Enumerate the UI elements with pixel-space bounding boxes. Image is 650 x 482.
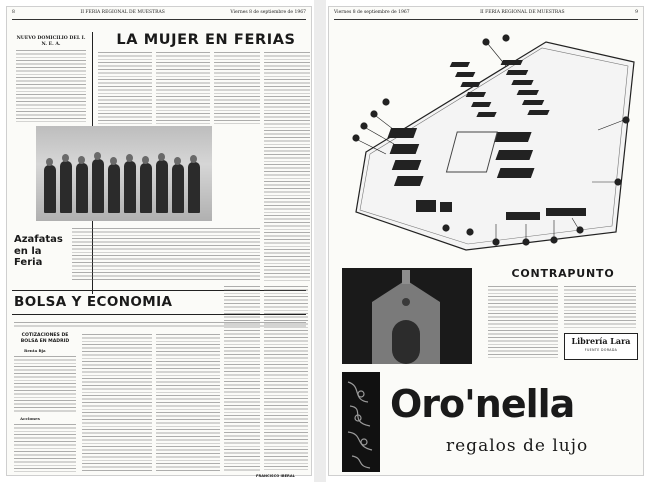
bookstore-name: Librería Lara (571, 336, 631, 346)
table-header-row (14, 322, 306, 328)
left-page (6, 6, 312, 476)
church-night-photo (342, 268, 472, 364)
bookstore-ad (564, 333, 638, 360)
hostesses-photo (36, 126, 212, 221)
page-number: 8 (12, 10, 15, 15)
page-number: 9 (635, 10, 638, 15)
right-page-header (334, 10, 638, 20)
section-title: BOLSA Y ECONOMIA (14, 294, 173, 310)
quotes-table-column-3 (156, 334, 220, 472)
acciones-label: Acciones (20, 416, 40, 421)
cotizaciones-title: COTIZACIONES DE BOLSA EN MADRID (20, 333, 70, 344)
article-author: FRANCISCO IBERAL (256, 474, 295, 478)
fairground-map (346, 32, 636, 252)
contrapunto-column-2 (564, 286, 636, 328)
renta-fija-label: Renta fija (24, 348, 46, 353)
section-rule-top (12, 290, 306, 291)
decorative-ornament (342, 372, 380, 472)
contrapunto-column-1 (488, 286, 558, 358)
page-gutter (314, 0, 326, 482)
oronella-ad (342, 372, 638, 472)
right-page (328, 6, 644, 476)
header-fair-name: II FERIA REGIONAL DE MUESTRAS (480, 10, 565, 15)
quotes-table-column-2 (82, 334, 152, 472)
main-article-column-2 (156, 52, 210, 124)
sidebar-article-title: NUEVO DOMICILIO DEL I. N. E. A. (16, 36, 86, 47)
contrapunto-title: CONTRAPUNTO (511, 267, 615, 280)
main-article-title: LA MUJER EN FERIAS (116, 32, 296, 48)
main-article-column-4 (264, 52, 310, 282)
ad-tagline: regalos de lujo (446, 436, 589, 456)
main-article-column-1 (98, 52, 152, 124)
header-date: Viernes 8 de septiembre de 1967 (230, 10, 306, 15)
section-rule-bottom (12, 314, 306, 315)
main-article-column-3 (214, 52, 260, 124)
header-date: Viernes 8 de septiembre de 1967 (334, 10, 410, 15)
quotes-table-column-4 (224, 286, 260, 472)
photo-caption: Azafatas en la Feria (14, 234, 63, 268)
ad-brand: Oro'nella (390, 382, 575, 426)
economy-article-body (264, 286, 308, 470)
acciones-table (14, 424, 76, 472)
sidebar-article-body (16, 50, 86, 122)
bookstore-address: FUENTE DORADA (584, 348, 618, 352)
left-page-header (12, 10, 306, 20)
header-fair-name: II FERIA REGIONAL DE MUESTRAS (80, 10, 165, 15)
caption-article-body (72, 228, 260, 282)
renta-fija-table (14, 356, 76, 412)
